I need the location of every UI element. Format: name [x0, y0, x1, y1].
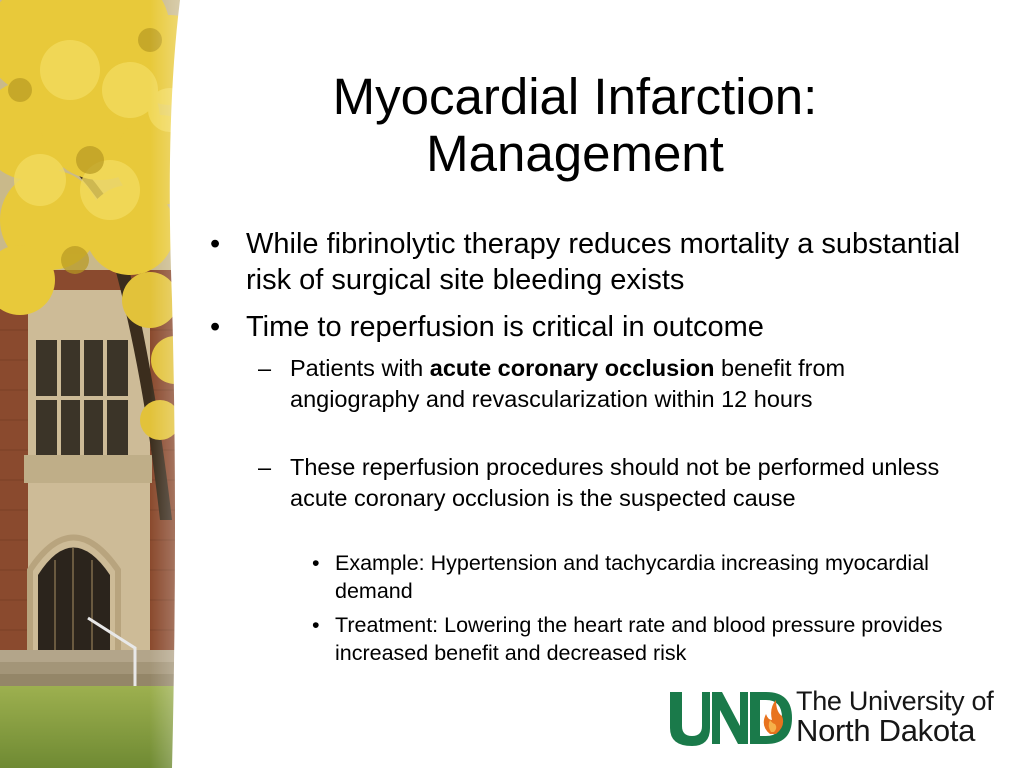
- dash-marker: –: [258, 355, 272, 381]
- title-line-1: Myocardial Infarction:: [332, 68, 818, 125]
- sub-sub-bullet-text: Example: Hypertension and tachycardia increasing myocardial demand: [335, 551, 929, 603]
- bullet-marker: •: [210, 311, 221, 343]
- sub-bullet-text: These reperfusion procedures should not be performed unless acute coronary occlusion is the suspected cause: [290, 454, 940, 511]
- bullet-marker: •: [210, 228, 221, 260]
- sub-sub-bullet-text: Treatment: Lowering the heart rate and blood pressure provides increased benefit and decreased risk: [335, 613, 943, 665]
- bullet-text: While fibrinolytic therapy reduces mortality a substantial risk of surgical site bleeding exists: [246, 228, 961, 296]
- sub-bullet-1: [258, 353, 948, 414]
- bullet-marker: •: [312, 551, 320, 575]
- bullet-1: [204, 226, 964, 298]
- sub-sub-bullet-1: [310, 549, 950, 605]
- dash-marker: –: [258, 454, 272, 480]
- sub-bullet-2: [258, 452, 948, 513]
- university-logo: [666, 686, 998, 750]
- bullet-text: Time to reperfusion is critical in outcome: [246, 311, 764, 343]
- sub-sub-bullet-2: [310, 611, 950, 667]
- slide-title: [230, 68, 920, 182]
- title-line-2: Management: [426, 125, 724, 182]
- sub-bullet-text: [290, 353, 948, 414]
- campus-photo: [0, 0, 215, 768]
- text-run: Patients with: [290, 355, 430, 381]
- bullet-2: [204, 309, 964, 345]
- text-run: benefit from angiography and revascularization within 12 hours: [290, 355, 846, 412]
- logo-line-2: North Dakota: [796, 713, 976, 748]
- bullet-marker: •: [312, 613, 320, 637]
- emphasis-text: acute coronary occlusion: [429, 355, 715, 381]
- und-logo-icon: [666, 686, 794, 750]
- logo-line-1: The University of: [796, 686, 994, 716]
